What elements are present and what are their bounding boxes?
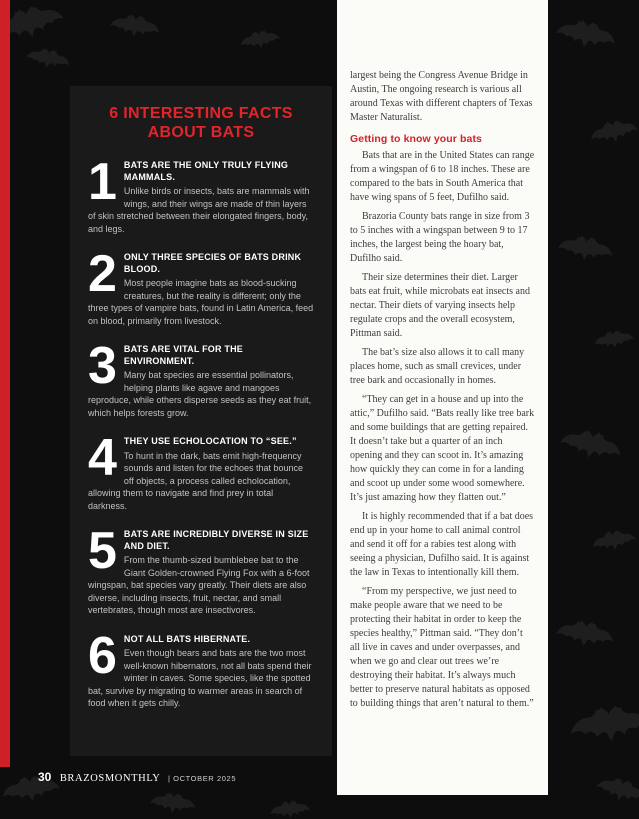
- bat-silhouette-icon: [593, 327, 635, 352]
- fact-heading: THEY USE ECHOLOCATION TO “SEE.”: [123, 436, 297, 447]
- issue-date: | OCTOBER 2025: [167, 774, 237, 783]
- fact-body: From the thumb-sized bumblebee bat to the Giant Golden-crowned Flying Fox with a 6-foot wingspan, bat species vary greatly. Their diets are also diverse, including insects, fruit, nectar, and small vertebrates, though most are insectivores.: [88, 555, 310, 616]
- fact-item: [88, 429, 314, 512]
- article-paragraph: largest being the Congress Avenue Bridge in Austin, The ongoing research is various all around Texas with different chapters of Texas Master Naturalist.: [350, 70, 533, 123]
- fact-body: To hunt in the dark, bats emit high-frequency sounds and listen for the echoes that bounce off objects, a process called echolocation, allowing them to navigate and find prey in total darkness.: [88, 450, 304, 511]
- bat-silhouette-icon: [554, 15, 618, 55]
- article-paragraph: Bats that are in the United States can range from a wingspan of 6 to 18 inches. These are compared to the bats in South America that have wing spans of 5 feet, Dufilho said.: [350, 150, 535, 203]
- bat-silhouette-icon: [568, 701, 639, 749]
- fact-item: [88, 522, 314, 617]
- fact-heading: ONLY THREE SPECIES OF BATS DRINK BLOOD.: [123, 252, 302, 274]
- facts-box: [70, 86, 332, 756]
- fact-number: 6: [88, 626, 117, 685]
- bat-silhouette-icon: [554, 616, 615, 653]
- article-paragraph: Brazoria County bats range in size from 3 to 5 inches with a wingspan between 9 to 17 inches, the largest being the hoary bat, Dufilho said.: [350, 211, 530, 264]
- fact-body: Unlike birds or insects, bats are mammals with wings, and their wings are made of thin layers of skin stretched between their elongated fingers, body, and legs.: [88, 186, 310, 234]
- bat-silhouette-icon: [590, 526, 637, 555]
- page-footer: [38, 768, 236, 786]
- bat-silhouette-icon: [149, 790, 197, 818]
- red-edge-strip: [0, 0, 10, 767]
- fact-heading: BATS ARE INCREDIBLY DIVERSE IN SIZE AND DIET.: [123, 529, 309, 551]
- bat-silhouette-icon: [588, 115, 639, 148]
- bat-silhouette-icon: [239, 27, 282, 54]
- bat-silhouette-icon: [594, 772, 639, 809]
- fact-body: Most people imagine bats as blood-sucking creatures, but the reality is different; only the three types of vampire bats, found in Latin America, feed on blood, primarily from livestock.: [88, 278, 314, 326]
- fact-heading: NOT ALL BATS HIBERNATE.: [123, 633, 251, 644]
- fact-number: 5: [88, 522, 117, 581]
- facts-title-line1: 6 INTERESTING FACTS: [109, 105, 293, 122]
- facts-box-title: [94, 104, 308, 142]
- article-column: [337, 0, 548, 795]
- article-paragraph: The bat’s size also allows it to call many places home, such as small crevices, under tree bark and occasionally in homes.: [350, 347, 525, 386]
- page-number: 30: [38, 770, 52, 784]
- bat-silhouette-icon: [556, 231, 614, 266]
- bat-silhouette-icon: [557, 424, 624, 467]
- fact-item: [88, 245, 314, 327]
- fact-number: 2: [88, 245, 117, 304]
- bat-silhouette-icon: [24, 44, 71, 73]
- fact-body: Even though bears and bats are the two most well-known hibernators, not all bats spend their winter in caves. Some species, like the spotted bat, survive by migrating to warmer areas in search of food when it gets chilly.: [88, 648, 312, 709]
- fact-item: [88, 626, 314, 710]
- fact-heading: BATS ARE THE ONLY TRULY FLYING MAMMALS.: [123, 160, 289, 182]
- article-paragraph: “They can get in a house and up into the attic,” Dufilho said. “Bats really like tree bark and some buildings that are getting repaired. It doesn’t take but a quarter of an inch opening and they can scoot in. It’s amazing how quickly they can come in for a landing and scoot up under some wood somewhere. It’s just amazing how they flatten out.”: [350, 394, 535, 503]
- magazine-name: BRAZOSMONTHLY: [59, 773, 161, 784]
- fact-item: [88, 337, 314, 419]
- article-subhead: Getting to know your bats: [350, 133, 483, 145]
- fact-number: 1: [88, 153, 117, 212]
- fact-heading: BATS ARE VITAL FOR THE ENVIRONMENT.: [123, 344, 243, 366]
- fact-body: Many bat species are essential pollinators, helping plants like agave and mangoes reproduce, while others disperse seeds as they eat fruit, which helps forests grow.: [88, 370, 312, 418]
- article-paragraph: Their size determines their diet. Larger bats eat fruit, while microbats eat insects and nectar. Their diets of varying insects help regulate crops and the overall ecosystem, Pittman said.: [350, 272, 530, 339]
- bat-silhouette-icon: [269, 798, 311, 819]
- article-paragraph: It is highly recommended that if a bat does end up in your home to call animal control and send it off for a rabies test along with seeing a physician, Dufilho said. It is against the law in Texas to intentionally kill them.: [350, 511, 534, 578]
- fact-number: 4: [88, 429, 117, 488]
- article-paragraph: “From my perspective, we just need to make people aware that we need to be protecting their habitat in order to keep the species healthy,” Pittman said. “They don’t all live in caves and under overpasses, and when we go and clear out trees we’re destroying their habitat. It’s always much better to preserve natural habitats as opposed to building things that aren’t natural to them.”: [350, 586, 534, 709]
- bat-silhouette-icon: [0, 0, 67, 49]
- fact-item: [88, 153, 314, 235]
- facts-title-line2: ABOUT BATS: [147, 124, 255, 142]
- fact-number: 3: [88, 337, 117, 396]
- bat-silhouette-icon: [109, 11, 162, 43]
